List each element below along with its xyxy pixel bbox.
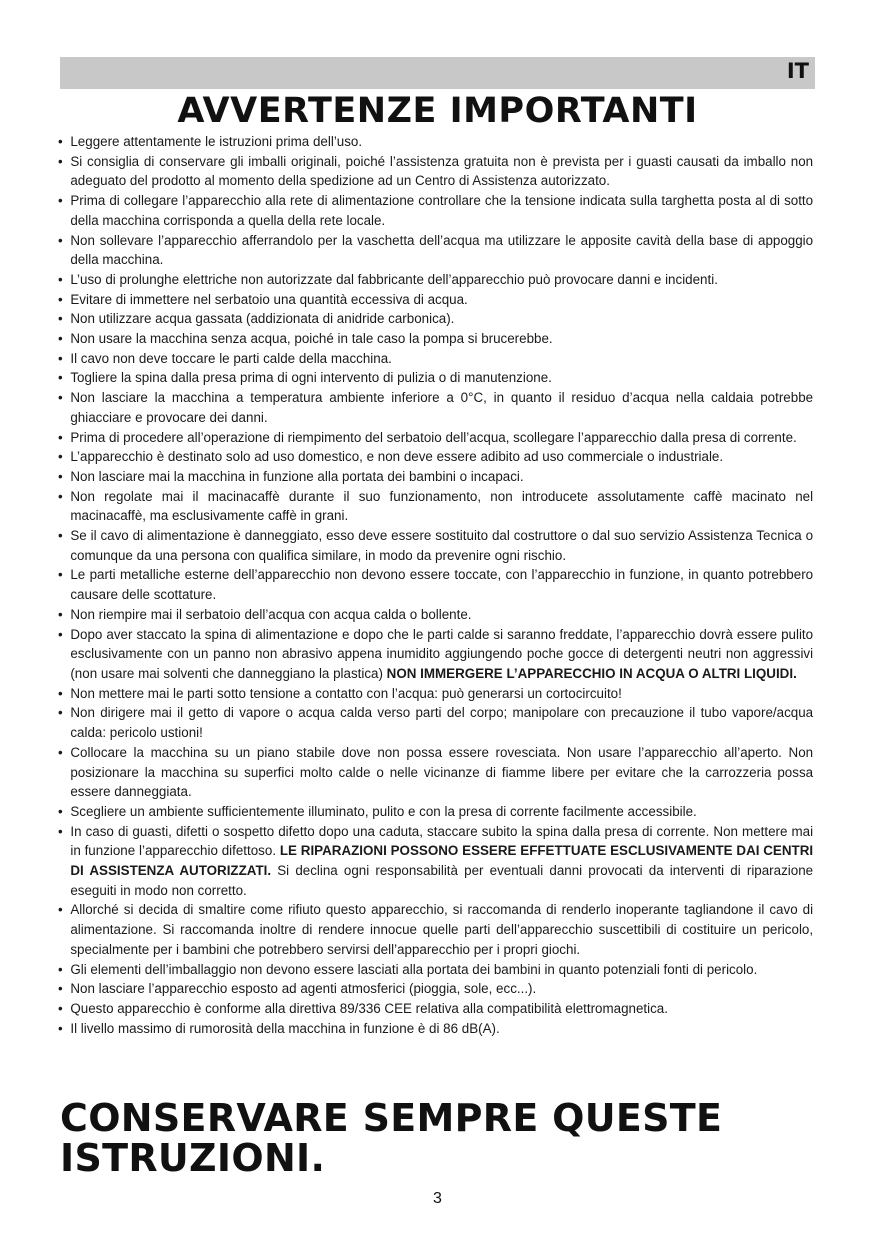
warning-emphasis: NON IMMERGERE L’APPARECCHIO IN ACQUA O ALTRI LIQUIDI. [386, 664, 797, 681]
warning-text: Le parti metalliche esterne dell’apparecchio non devono essere toccate, con l’apparecchio in funzione, in quanto potrebbero causare delle scottature. [70, 566, 814, 603]
warning-text: Non regolate mai il macinacaffè durante il suo funzionamento, non introducete assolutamente caffè macinato nel macinacaffè, ma esclusivamente caffè in grani. [70, 487, 814, 524]
page-number: 3 [433, 1190, 442, 1207]
warning-item [58, 132, 813, 152]
warning-item [58, 526, 813, 565]
warning-text: Non dirigere mai il getto di vapore o acqua calda verso parti del corpo; manipolare con precauzione il tubo vapore/acqua calda: pericolo ustioni! [70, 704, 814, 741]
warning-text: Gli elementi dell’imballaggio non devono essere lasciati alla portata dei bambini in quanto potenziali fonti di pericolo. [70, 960, 758, 977]
warning-item [58, 703, 813, 742]
closing-notice-line-1: CONSERVARE SEMPRE QUESTE [60, 1096, 723, 1140]
warning-item [58, 625, 813, 684]
warning-text: Il livello massimo di rumorosità della macchina in funzione è di 86 dB(A). [70, 1019, 500, 1036]
warning-item [58, 802, 813, 822]
warning-item [58, 368, 813, 388]
warning-text: Non sollevare l’apparecchio afferrandolo per la vaschetta dell’acqua ma utilizzare le apposite cavità della base di appoggio della macchina. [70, 231, 814, 268]
warning-item [58, 743, 813, 802]
warning-text: In caso di guasti, difetti o sospetto difetto dopo una caduta, staccare subito la spina dalla presa di corrente. Non mettere mai in funzione l’apparecchio difettoso. [70, 822, 814, 859]
language-header-bar [60, 57, 815, 89]
page-title: AVVERTENZE IMPORTANTI [177, 91, 698, 131]
warning-item [58, 309, 813, 329]
warning-text: Il cavo non deve toccare le parti calde della macchina. [70, 349, 392, 366]
warning-item [58, 231, 813, 270]
warning-text-continued: Si declina ogni responsabilità per eventuali danni provocati da interventi di riparazione eseguiti in modo non corretto. [70, 862, 814, 898]
warning-item [58, 999, 813, 1019]
warning-text: Prima di procedere all’operazione di riempimento del serbatoio dell’acqua, scollegare l’apparecchio dalla presa di corrente. [70, 428, 797, 445]
warning-item [58, 388, 813, 427]
warning-text: Allorché si decida di smaltire come rifiuto questo apparecchio, si raccomanda di renderlo inoperante tagliandone il cavo di alimentazione. Si raccomanda inoltre di rendere innocue quelle parti dell’apparecchio suscettibili di costituire un pericolo, specialmente per i bambini che potrebbero servirsi dell’apparecchio per i propri giochi. [70, 901, 814, 957]
warning-item [58, 152, 813, 191]
warning-text: Non mettere mai le parti sotto tensione a contatto con l’acqua: può generarsi un cortocircuito! [70, 684, 622, 701]
warning-item [58, 960, 813, 980]
warning-text: Si consiglia di conservare gli imballi originali, poiché l’assistenza gratuita non è prevista per i guasti causati da imballo non adeguato del prodotto al momento della spedizione ad un Centro di Assistenza autorizzato. [70, 152, 814, 189]
warning-text: Leggere attentamente le istruzioni prima dell’uso. [70, 133, 363, 149]
warning-item [58, 349, 813, 369]
warning-text: Scegliere un ambiente sufficientemente illuminato, pulito e con la presa di corrente facilmente accessibile. [70, 802, 697, 819]
warning-item [58, 1019, 813, 1039]
warning-text: L’apparecchio è destinato solo ad uso domestico, e non deve essere adibito ad uso commerciale o industriale. [70, 448, 724, 465]
warning-item [58, 684, 813, 704]
warning-item [58, 329, 813, 349]
warning-text: Questo apparecchio è conforme alla direttiva 89/336 CEE relativa alla compatibilità elettromagnetica. [70, 999, 668, 1016]
warning-text: Collocare la macchina su un piano stabile dove non possa essere rovesciata. Non usare l’apparecchio all’aperto. Non posizionare la macchina su superfici molto calde o nelle vicinanze di fiamme libere per evitare che la carrozzeria possa essere danneggiata. [70, 743, 814, 800]
language-code: IT [786, 59, 809, 83]
warning-item [58, 428, 813, 448]
warning-text: Non lasciare la macchina a temperatura ambiente inferiore a 0°C, in quanto il residuo d’acqua nella caldaia potrebbe ghiacciare e provocare dei danni. [70, 389, 814, 425]
warning-text: Togliere la spina dalla presa prima di ogni intervento di pulizia o di manutenzione. [70, 369, 552, 386]
warning-item [58, 290, 813, 310]
warning-item [58, 979, 813, 999]
warning-item [58, 605, 813, 625]
warning-text: Non usare la macchina senza acqua, poiché in tale caso la pompa si brucerebbe. [70, 330, 553, 347]
warning-item [58, 822, 813, 901]
warning-item [58, 565, 813, 604]
warning-text: Non lasciare l’apparecchio esposto ad agenti atmosferici (pioggia, sole, ecc...). [70, 980, 537, 997]
warning-text: Se il cavo di alimentazione è danneggiato, esso deve essere sostituito dal costruttore o dal suo servizio Assistenza Tecnica o comunque da una persona con qualifica similare, in modo da prevenire ogni rischio. [70, 527, 814, 563]
warning-text: Non utilizzare acqua gassata (addizionata di anidride carbonica). [70, 310, 455, 327]
warning-item [58, 270, 813, 290]
warning-text: Dopo aver staccato la spina di alimentazione e dopo che le parti calde si saranno freddate, l’apparecchio dovrà essere pulito esclusivamente con un panno non abrasivo appena inumidito aggiungendo poche gocce di detergenti neutri non aggressivi (non usare mai solventi che danneggiano la plastica) [70, 625, 814, 681]
warning-item [58, 447, 813, 467]
warning-item [58, 487, 813, 526]
warning-text: Prima di collegare l’apparecchio alla rete di alimentazione controllare che la tensione indicata sulla targhetta posta al di sotto della macchina corrisponda a quella della rete locale. [70, 192, 814, 228]
closing-notice [60, 1098, 722, 1178]
closing-notice-line-2: ISTRUZIONI. [60, 1136, 326, 1180]
warnings-list [58, 132, 815, 1038]
warning-item [58, 900, 813, 959]
warning-text: Evitare di immettere nel serbatoio una quantità eccessiva di acqua. [70, 290, 468, 307]
warning-emphasis: LE RIPARAZIONI POSSONO ESSERE EFFETTUATE ESCLUSIVAMENTE DAI CENTRI DI ASSISTENZA AUTORIZZATI. [70, 842, 814, 879]
warning-text: Non riempire mai il serbatoio dell’acqua con acqua calda o bollente. [70, 605, 472, 622]
warning-item [58, 191, 813, 230]
warning-text: Non lasciare mai la macchina in funzione alla portata dei bambini o incapaci. [70, 467, 524, 484]
warning-item [58, 467, 813, 487]
warning-text: L’uso di prolunghe elettriche non autorizzate dal fabbricante dell’apparecchio può provocare danni e incidenti. [70, 270, 718, 287]
